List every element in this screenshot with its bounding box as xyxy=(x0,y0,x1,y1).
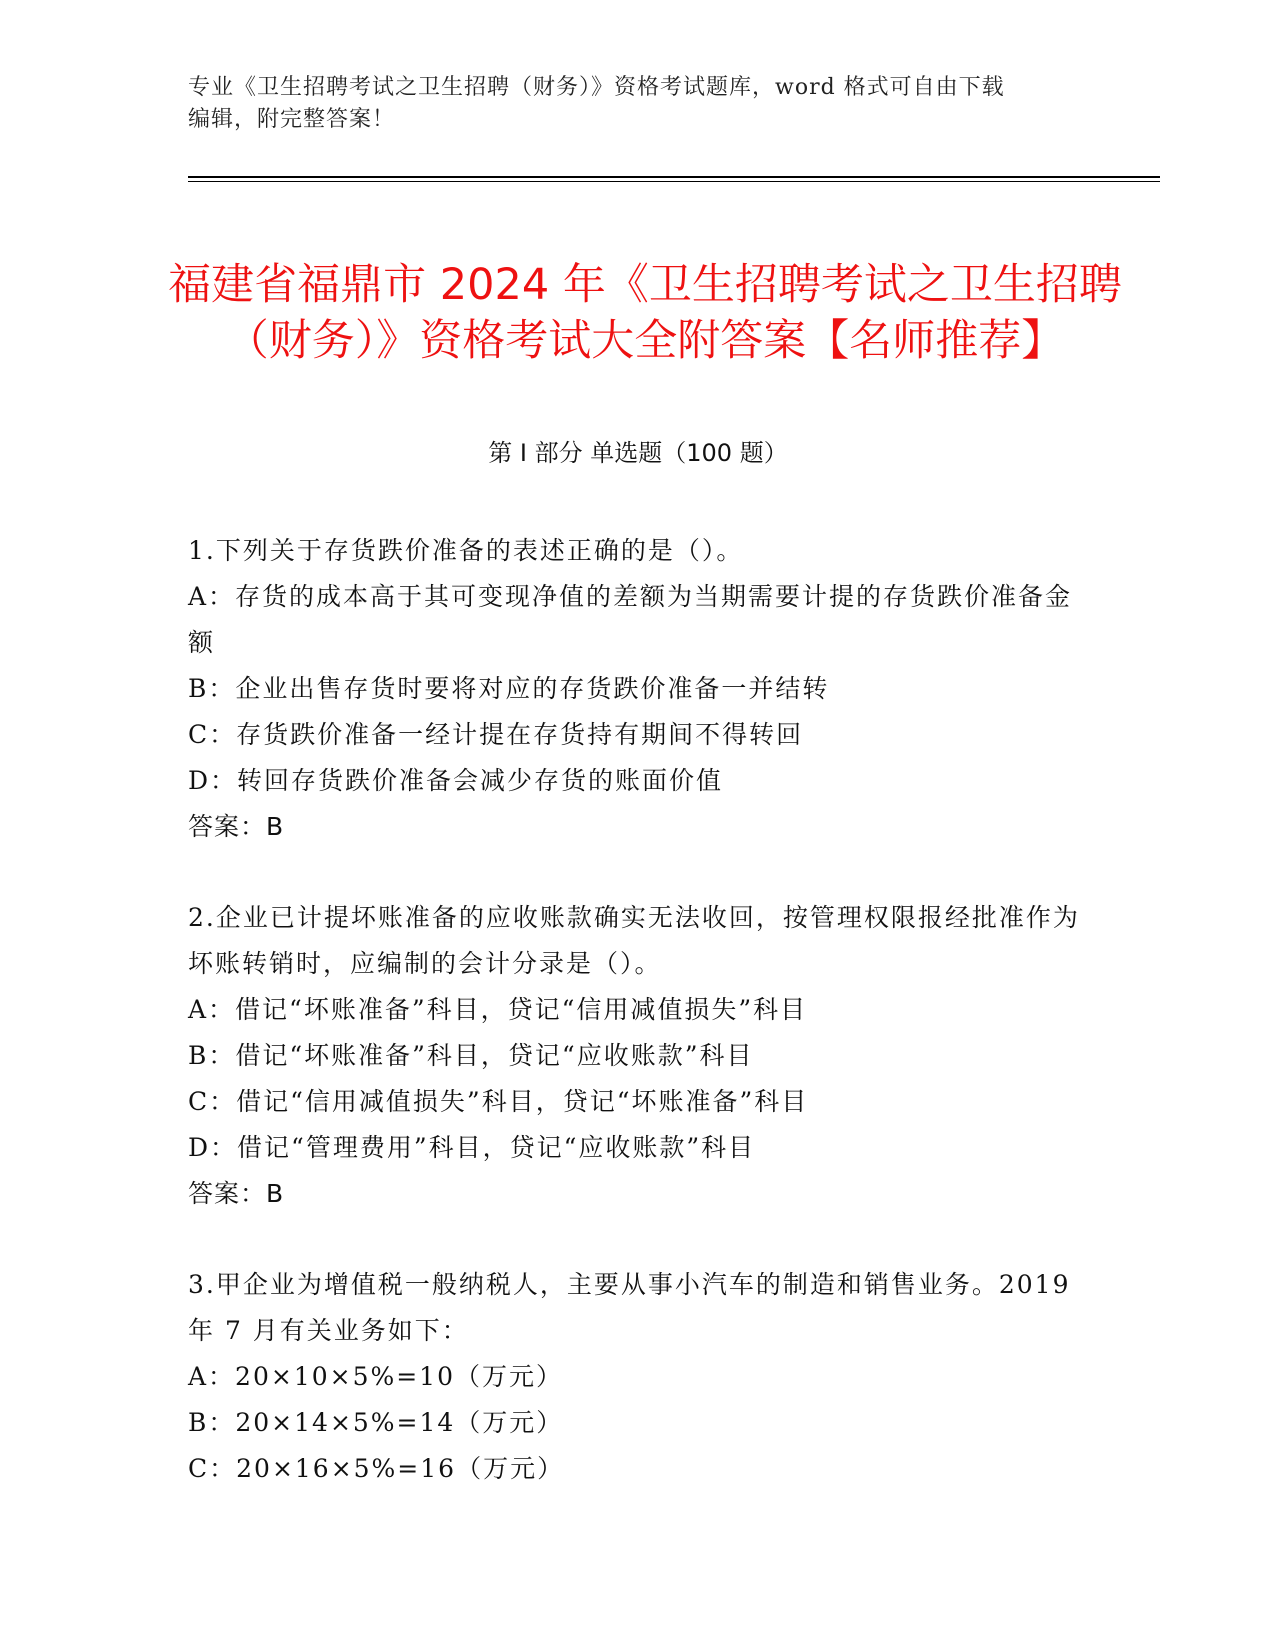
section-heading: 第 I 部分 单选题（100 题） xyxy=(488,439,788,467)
header-note-line-2: 编辑，附完整答案！ xyxy=(188,107,396,132)
question-stem: 2.企业已计提坏账准备的应收账款确实无法收回，按管理权限报经批准作为坏账转销时，应编制的会计分录是（）。 xyxy=(188,903,1080,978)
question-option: B：借记“坏账准备”科目，贷记“应收账款”科目 xyxy=(188,1041,754,1070)
question-answer: 答案：B xyxy=(188,1179,285,1208)
question-option: B：20×14×5%=14（万元） xyxy=(188,1408,564,1437)
question-option: C：借记“信用减值损失”科目，贷记“坏账准备”科目 xyxy=(188,1087,809,1116)
question-item xyxy=(188,528,1088,850)
question-option: B：企业出售存货时要将对应的存货跌价准备一并结转 xyxy=(188,674,830,703)
question-option: C：20×16×5%=16（万元） xyxy=(188,1454,565,1483)
document-title: 福建省福鼎市 2024 年《卫生招聘考试之卫生招聘（财务）》资格考试大全附答案【名师推荐】 xyxy=(168,259,1122,366)
header-note-line-1: 专业《卫生招聘考试之卫生招聘（财务）》资格考试题库，word 格式可自由下载 xyxy=(188,75,1005,100)
question-item xyxy=(188,895,1088,1217)
question-option: C：存货跌价准备一经计提在存货持有期间不得转回 xyxy=(188,720,804,749)
question-option: A：存货的成本高于其可变现净值的差额为当期需要计提的存货跌价准备金额 xyxy=(188,582,1073,657)
question-item xyxy=(188,1262,1088,1492)
question-option: A：借记“坏账准备”科目，贷记“信用减值损失”科目 xyxy=(188,995,808,1024)
question-stem: 1.下列关于存货跌价准备的表述正确的是（）。 xyxy=(188,536,744,565)
header-divider xyxy=(188,176,1160,182)
question-option: D：借记“管理费用”科目，贷记“应收账款”科目 xyxy=(188,1133,756,1162)
question-stem: 3.甲企业为增值税一般纳税人，主要从事小汽车的制造和销售业务。2019 年 7 月有关业务如下： xyxy=(188,1270,1071,1345)
document-header-note xyxy=(188,72,1068,136)
question-answer: 答案：B xyxy=(188,812,285,841)
question-option: A：20×10×5%=10（万元） xyxy=(188,1362,563,1391)
question-option: D：转回存货跌价准备会减少存货的账面价值 xyxy=(188,766,724,795)
